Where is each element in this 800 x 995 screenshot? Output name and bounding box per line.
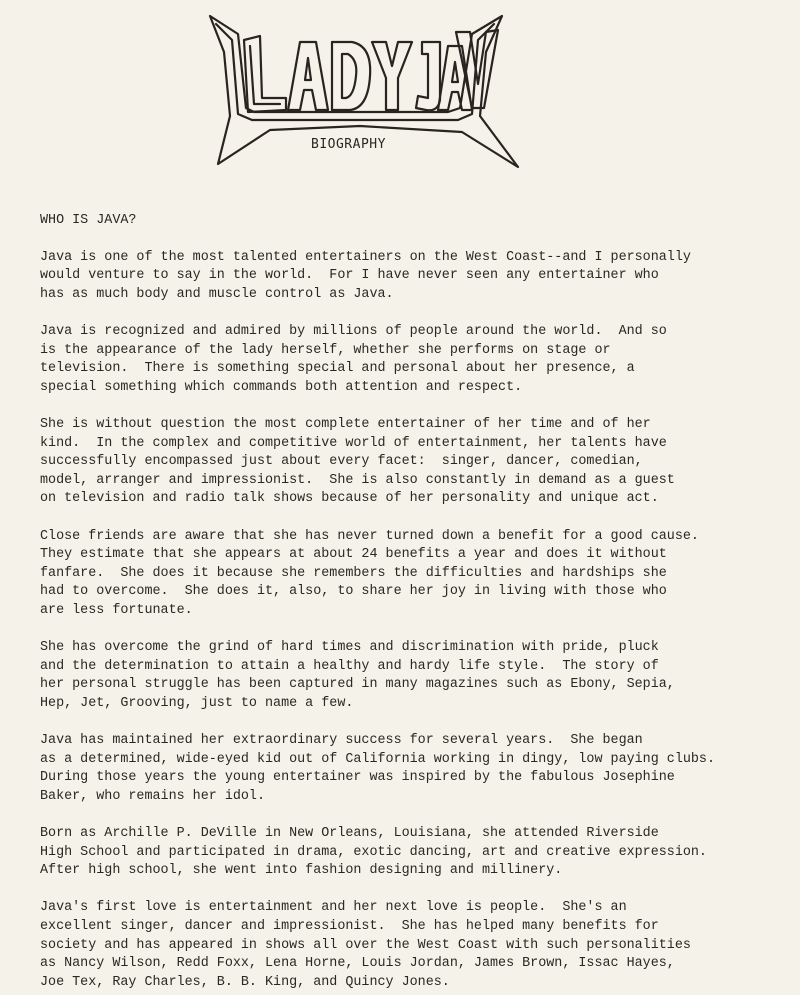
text-line: She has overcome the grind of hard times and discrimination with pride, pluck [40, 640, 659, 656]
paragraph-4 [40, 528, 785, 621]
text-line: are less fortunate. [40, 602, 193, 618]
paragraph-2 [40, 323, 785, 397]
text-line: They estimate that she appears at about 24 benefits a year and does it without [40, 547, 667, 563]
text-line: Java is one of the most talented entertainers on the West Coast--and I personally [40, 249, 691, 265]
text-line: society and has appeared in shows all over the West Coast with such personalities [40, 937, 691, 953]
document-subtitle: BIOGRAPHY [311, 137, 386, 152]
text-line: is the appearance of the lady herself, whether she performs on stage or [40, 342, 611, 358]
text-line: and the determination to attain a healthy and hardy life style. The story of [40, 658, 659, 674]
text-line: She is without question the most complete entertainer of her time and of her [40, 416, 651, 432]
text-line: Java is recognized and admired by millions of people around the world. And so [40, 323, 667, 339]
paragraph-1 [40, 249, 785, 305]
paragraph-8 [40, 899, 785, 992]
text-line: successfully encompassed just about every facet: singer, dancer, comedian, [40, 454, 643, 470]
text-line: as a determined, wide-eyed kid out of California working in dingy, low paying clubs. [40, 751, 715, 767]
text-line: as Nancy Wilson, Redd Foxx, Lena Horne, Louis Jordan, James Brown, Issac Hayes, [40, 956, 675, 972]
text-line: has as much body and muscle control as Java. [40, 286, 394, 302]
biography-body [40, 212, 785, 995]
text-line: television. There is something special and personal about her presence, a [40, 361, 635, 377]
text-line: had to overcome. She does it, also, to share her joy in living with those who [40, 584, 667, 600]
text-line: model, arranger and impressionist. She is also constantly in demand as a guest [40, 472, 675, 488]
paragraph-3 [40, 416, 785, 509]
text-line: kind. In the complex and competitive world of entertainment, her talents have [40, 435, 667, 451]
text-line: Close friends are aware that she has never turned down a benefit for a good cause. [40, 528, 699, 544]
text-line: excellent singer, dancer and impressionist. She has helped many benefits for [40, 918, 659, 934]
text-line: on television and radio talk shows because of her personality and unique act. [40, 491, 659, 507]
section-heading: WHO IS JAVA? [40, 213, 137, 228]
text-line: would venture to say in the world. For I have never seen any entertainer who [40, 268, 659, 284]
text-line: fanfare. She does it because she remembers the difficulties and hardships she [40, 565, 667, 581]
text-line: Java has maintained her extraordinary success for several years. She began [40, 733, 643, 749]
text-line: Java's first love is entertainment and her next love is people. She's an [40, 900, 627, 916]
text-line: Born as Archille P. DeVille in New Orleans, Louisiana, she attended Riverside [40, 826, 659, 841]
paragraph-6 [40, 732, 785, 806]
text-line: After high school, she went into fashion designing and millinery. [40, 863, 563, 879]
text-line: During those years the young entertainer was inspired by the fabulous Josephine [40, 770, 675, 786]
text-line: her personal struggle has been captured in many magazines such as Ebony, Sepia, [40, 677, 675, 693]
paragraph-5 [40, 639, 785, 713]
text-line: special something which commands both attention and respect. [40, 379, 523, 395]
text-line: Baker, who remains her idol. [40, 788, 265, 804]
text-line: Joe Tex, Ray Charles, B. B. King, and Quincy Jones. [40, 974, 450, 990]
text-line: Hep, Jet, Grooving, just to name a few. [40, 695, 354, 711]
text-line: High School and participated in drama, exotic dancing, art and creative expression. [40, 844, 707, 860]
paragraph-7 [40, 825, 785, 881]
